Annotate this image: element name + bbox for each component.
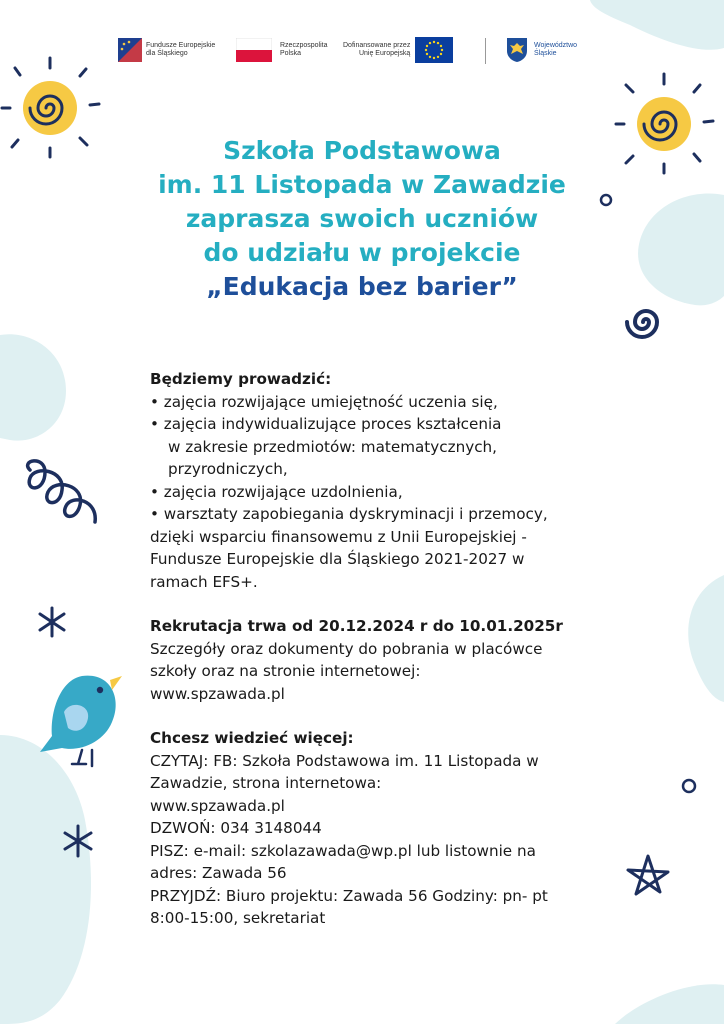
activities-heading: Będziemy prowadzić: [150, 370, 332, 388]
activities-line: • warsztaty zapobiegania dyskryminacji i przemocy, [150, 505, 548, 523]
recruitment-heading: Rekrutacja trwa od 20.12.2024 r do 10.01.2025r [150, 617, 563, 635]
rp-logo-line1: Rzeczpospolita [280, 42, 328, 49]
fe-logo-line1: Fundusze Europejskie [146, 42, 216, 49]
squiggle-icon [28, 461, 96, 522]
fe-logo-line2: dla Śląskiego [146, 50, 188, 57]
section-activities [150, 368, 630, 593]
sparkle-icon [40, 608, 64, 636]
title-line-2: im. 11 Listopada w Zawadzie [158, 170, 566, 199]
blob-right-middle [688, 575, 724, 702]
activities-line: dzięki wsparciu finansowemu z Unii Europejskiej - [150, 527, 527, 546]
spiral-icon [627, 311, 657, 337]
rp-logo [236, 30, 331, 70]
website-link[interactable]: www.spzawada.pl [150, 796, 285, 815]
website-link[interactable]: www.spzawada.pl [150, 684, 285, 703]
fe-emblem-icon [118, 38, 142, 62]
small-circle-icon [683, 780, 695, 792]
project-name: „Edukacja bez barier” [206, 272, 518, 301]
slaskie-logo-line2: Śląskie [534, 50, 557, 57]
activities-line: w zakresie przedmiotów: matematycznych, [168, 437, 497, 456]
funding-logos-bar [118, 30, 598, 70]
blob-left [0, 334, 66, 440]
polish-flag-icon [236, 38, 272, 62]
slaskie-logo [506, 30, 596, 70]
activities-line: • zajęcia rozwijające uzdolnienia, [150, 482, 403, 501]
blob-bottom-right [615, 984, 724, 1024]
address-line: adres: Zawada 56 [150, 864, 287, 882]
activities-line: przyrodniczych, [168, 460, 288, 478]
ue-logo [343, 30, 463, 70]
title-line-1: Szkoła Podstawowa [223, 136, 501, 165]
office-line: PRZYJDŹ: Biuro projektu: Zawada 56 Godziny: pn- pt [150, 886, 548, 905]
blob-bottom-left [0, 735, 91, 1024]
activities-line: • zajęcia rozwijające umiejętność uczenia się, [150, 392, 498, 411]
email-line: PISZ: e-mail: szkolazawada@wp.pl lub listownie na [150, 841, 536, 860]
silesian-eagle-icon [506, 37, 528, 63]
bird-icon [40, 676, 122, 766]
contact-heading: Chcesz wiedzieć więcej: [150, 729, 354, 747]
logo-divider [485, 38, 486, 64]
star-icon [628, 856, 668, 894]
activities-line: Fundusze Europejskie dla Śląskiego 2021-2027 w [150, 550, 525, 568]
poster-title [0, 134, 724, 304]
activities-line: ramach EFS+. [150, 572, 258, 591]
rp-logo-line2: Polska [280, 50, 302, 57]
office-hours-line: 8:00-15:00, sekretariat [150, 909, 326, 927]
section-recruitment [150, 615, 630, 705]
recruitment-line: Szczegóły oraz dokumenty do pobrania w placówce [150, 639, 543, 658]
eu-flag-icon [415, 37, 453, 63]
blob-top-right [590, 0, 724, 50]
fe-logo [118, 30, 228, 70]
title-line-4: do udziału w projekcie [203, 238, 521, 267]
slaskie-logo-line1: Województwo [534, 42, 578, 49]
recruitment-line: szkoły oraz na stronie internetowej: [150, 662, 421, 680]
contact-line: CZYTAJ: FB: Szkoła Podstawowa im. 11 Listopada w [150, 751, 539, 770]
ue-logo-line1: Dofinansowane przez [343, 42, 411, 49]
activities-line: • zajęcia indywidualizujące proces kształcenia [150, 415, 502, 433]
phone-line: DZWOŃ: 034 3148044 [150, 819, 322, 837]
contact-line: Zawadzie, strona internetowa: [150, 774, 382, 792]
section-contact [150, 727, 630, 930]
title-line-3: zaprasza swoich uczniów [185, 204, 539, 233]
poster-content [150, 368, 630, 930]
ue-logo-line2: Unię Europejską [358, 50, 411, 57]
